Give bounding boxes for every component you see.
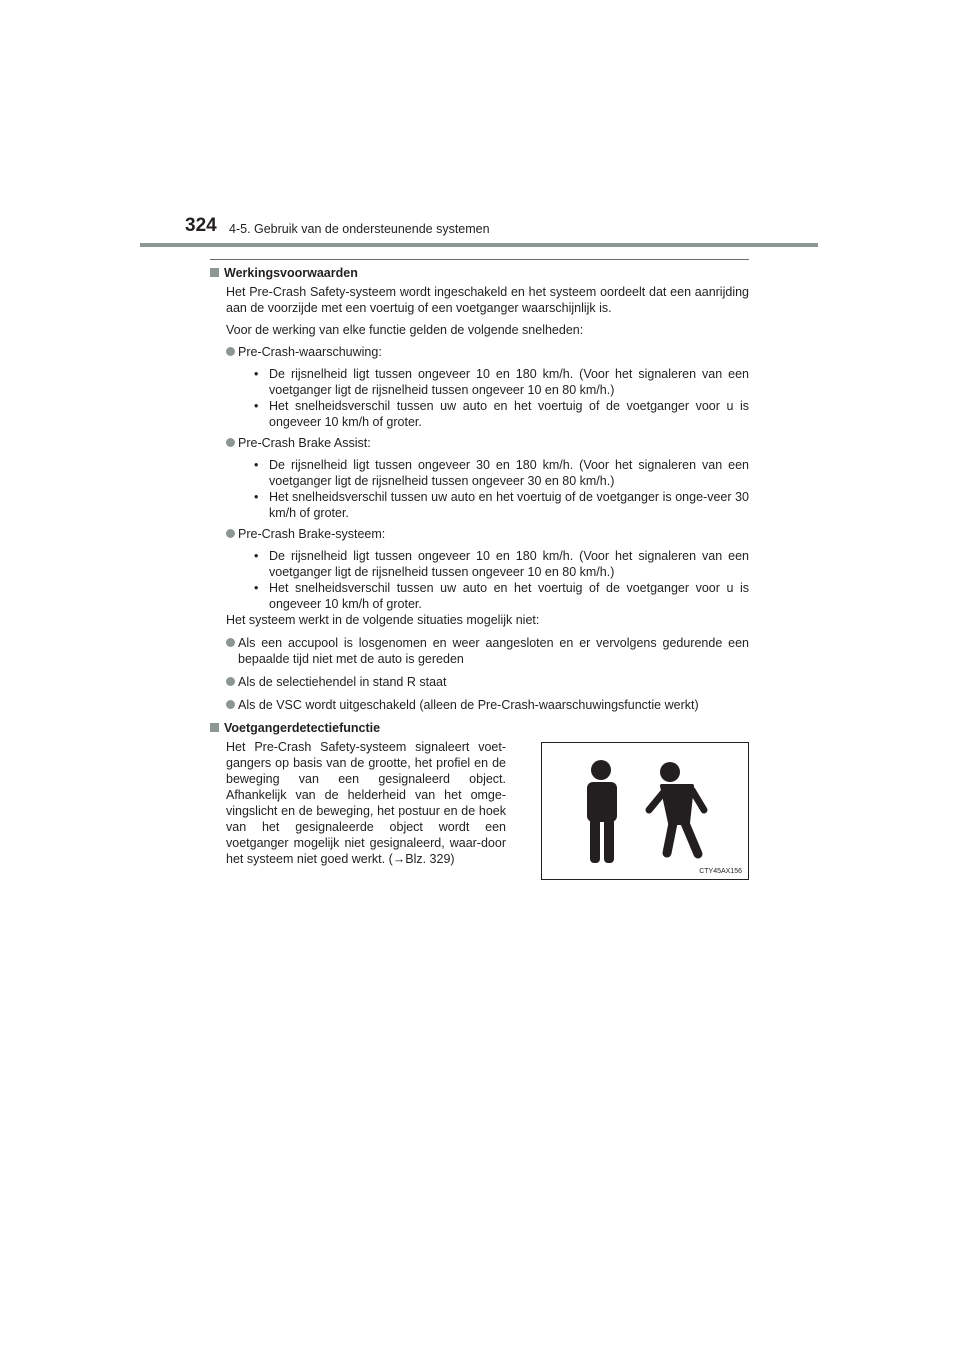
square-bullet-icon xyxy=(210,268,219,277)
list-item xyxy=(254,366,749,398)
list-item xyxy=(254,580,749,612)
function-label: Pre-Crash Brake-systeem: xyxy=(238,527,386,541)
intro-paragraph: Het Pre-Crash Safety-systeem wordt ingeschakeld en het systeem oordeelt dat een aanrijding aan de voorzijde met een voertuig of een voetganger waarschijnlijk is. xyxy=(226,285,749,315)
heading-text: Werkingsvoorwaarden xyxy=(224,266,358,280)
dot-bullet-icon: • xyxy=(254,549,259,563)
dot-bullet-icon: • xyxy=(254,490,259,504)
function-item xyxy=(226,435,749,451)
situations-intro: Het systeem werkt in de volgende situaties mogelijk niet: xyxy=(226,613,540,627)
bullet-text: Het snelheidsverschil tussen uw auto en het voertuig of de voetganger voor u is ongeveer 10 km/h of groter. xyxy=(269,581,749,611)
circle-bullet-icon xyxy=(226,529,235,538)
function-item xyxy=(226,526,749,542)
function-label: Pre-Crash Brake Assist: xyxy=(238,436,371,450)
figure-code: CTY45AX156 xyxy=(699,868,742,875)
circle-bullet-icon xyxy=(226,638,235,647)
bullet-text: Het snelheidsverschil tussen uw auto en het voertuig of de voetganger is onge-veer 30 km/h of groter. xyxy=(269,490,749,520)
list-item xyxy=(254,489,749,521)
circle-bullet-icon xyxy=(226,347,235,356)
square-bullet-icon xyxy=(210,723,219,732)
speeds-intro: Voor de werking van elke functie gelden de volgende snelheden: xyxy=(226,323,584,337)
bullet-text: De rijsnelheid ligt tussen ongeveer 10 en 180 km/h. (Voor het signaleren van een voetganger ligt de rijsnelheid tussen ongeveer 10 en 80 km/h.) xyxy=(269,367,749,397)
situation-text: Als een accupool is losgenomen en weer aangesloten en er vervolgens gedurende een bepaalde tijd niet met de auto is gereden xyxy=(238,636,749,666)
section-heading-voetgangerdetectie xyxy=(210,720,749,736)
content-divider xyxy=(210,259,749,260)
situation-text: Als de selectiehendel in stand R staat xyxy=(238,675,447,689)
pedestrian-detection-block xyxy=(226,739,749,880)
bullet-text: De rijsnelheid ligt tussen ongeveer 30 en 180 km/h. (Voor het signaleren van een voetganger ligt de rijsnelheid tussen ongeveer 30 en 80 km/h.) xyxy=(269,458,749,488)
circle-bullet-icon xyxy=(226,677,235,686)
page-content xyxy=(210,265,749,880)
circle-bullet-icon xyxy=(226,700,235,709)
situation-text: Als de VSC wordt uitgeschakeld (alleen de Pre-Crash-waarschuwingsfunctie werkt) xyxy=(238,698,699,712)
pedestrian-figures-svg xyxy=(542,743,748,879)
situation-item xyxy=(226,674,749,690)
standing-person-icon xyxy=(587,760,617,863)
function-label: Pre-Crash-waarschuwing: xyxy=(238,345,382,359)
dot-bullet-icon: • xyxy=(254,581,259,595)
bullet-text: Het snelheidsverschil tussen uw auto en het voertuig of de voetganger voor u is ongeveer 10 km/h of groter. xyxy=(269,399,749,429)
section-title: 4-5. Gebruik van de ondersteunende systemen xyxy=(229,222,490,236)
list-item xyxy=(254,398,749,430)
pedestrian-detection-text: Het Pre-Crash Safety-systeem signaleert voet-gangers op basis van de grootte, het profiel en de beweging van een gesignaleerd object. Afhankelijk van de helderheid van het omge-vingslicht en de beweging, het postuur en de hoek van het gesignaleerde object wordt een voetganger mogelijk niet gesignaleerd, waar-door het systeem niet goed werkt. (→Blz. 329) xyxy=(226,740,506,866)
function-item xyxy=(226,344,749,360)
dot-bullet-icon: • xyxy=(254,367,259,381)
walking-person-icon xyxy=(649,762,704,854)
situation-item xyxy=(226,635,749,667)
situation-item xyxy=(226,697,749,713)
heading-text: Voetgangerdetectiefunctie xyxy=(224,721,381,735)
header-divider xyxy=(140,243,818,247)
circle-bullet-icon xyxy=(226,438,235,447)
page-number: 324 xyxy=(185,215,217,236)
section-heading-werkingsvoorwaarden xyxy=(210,265,749,281)
list-item xyxy=(254,457,749,489)
dot-bullet-icon: • xyxy=(254,399,259,413)
list-item xyxy=(254,548,749,580)
bullet-text: De rijsnelheid ligt tussen ongeveer 10 en 180 km/h. (Voor het signaleren van een voetganger ligt de rijsnelheid tussen ongeveer 10 en 80 km/h.) xyxy=(269,549,749,579)
dot-bullet-icon: • xyxy=(254,458,259,472)
pedestrian-illustration xyxy=(541,742,749,880)
